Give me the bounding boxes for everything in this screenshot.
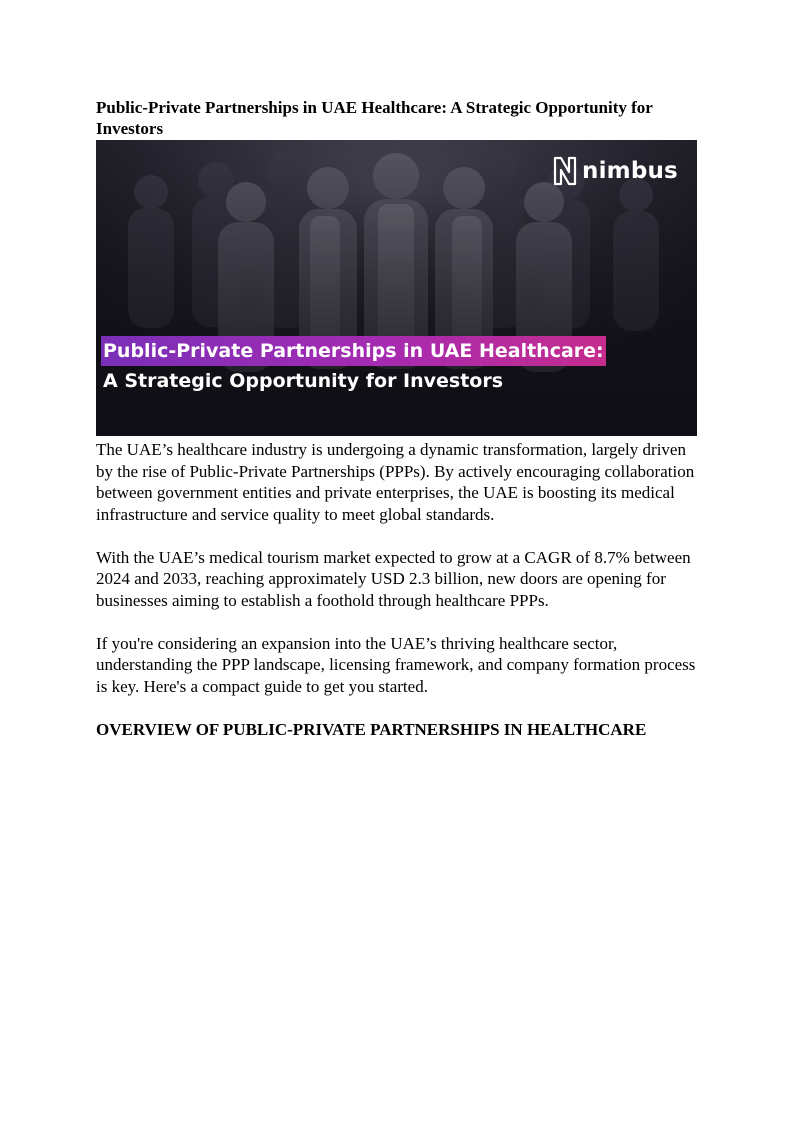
paragraph-market: With the UAE’s medical tourism market expected to grow at a CAGR of 8.7% between 2024 and 2033, reaching approximately USD 2.3 billion, new doors are opening for businesses aiming to establish a foothold through healthcare PPPs. — [96, 547, 691, 610]
hero-headline-line2: A Strategic Opportunity for Investors — [103, 370, 504, 392]
paragraph-intro: The UAE’s healthcare industry is undergoing a dynamic transformation, largely driven by the rise of Public-Private Partnerships (PPPs). By actively encouraging collaboration between government entities and private enterprises, the UAE is boosting its medical infrastructure and service quality to meet global standards. — [96, 440, 695, 524]
hero-banner-image — [96, 140, 697, 436]
document-page — [96, 97, 701, 740]
nimbus-brand — [553, 156, 678, 186]
document-title: Public-Private Partnerships in UAE Healthcare: A Strategic Opportunity for Investors — [96, 98, 653, 138]
section-heading: OVERVIEW OF PUBLIC-PRIVATE PARTNERSHIPS IN HEALTHCARE — [96, 719, 647, 739]
nimbus-logo-icon — [553, 156, 577, 186]
paragraph-guide: If you're considering an expansion into the UAE’s thriving healthcare sector, understanding the PPP landscape, licensing framework, and company formation process is key. Here's a compact guide to get you started. — [96, 633, 696, 696]
brand-name: nimbus — [582, 158, 678, 184]
hero-headline-line1: Public-Private Partnerships in UAE Healthcare: — [101, 336, 606, 366]
